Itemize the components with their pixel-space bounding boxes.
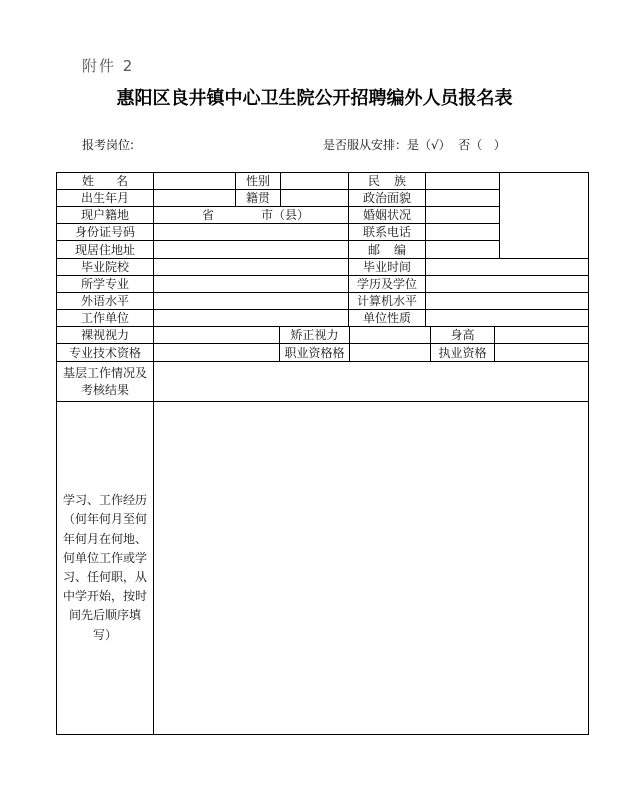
value-postcode[interactable] [426,241,500,259]
label-political-status: 政治面貌 [349,190,426,207]
label-address: 现居住地址 [57,241,154,259]
value-gender[interactable] [281,173,349,190]
hukou-province: 省 [202,208,215,222]
label-corrected-vision: 矫正视力 [280,327,350,344]
arrange-label: 是否服从安排：是（ [323,138,432,152]
label-foreign-lang: 外语水平 [57,293,154,310]
application-form [56,172,589,735]
value-corrected-vision[interactable] [350,327,431,344]
label-native-place: 籍贯 [236,190,281,207]
post-label: 报考岗位: [82,138,135,152]
value-height[interactable] [495,327,588,344]
label-postcode: 邮编 [349,241,426,259]
value-native-place[interactable] [281,190,349,207]
label-birth: 出生年月 [57,190,154,207]
label-ethnicity: 民族 [349,173,426,190]
label-history: 学习、工作经历（何年何月至何年何月在何地、何单位工作或学习、任何职，从中学开始，按时间先后顺序填写） [57,402,154,734]
arrange-mid: ） 否（ [438,138,483,152]
arrange-yes-mark[interactable]: √ [431,138,439,152]
label-degree: 学历及学位 [349,276,426,293]
value-id-number[interactable] [154,224,349,241]
label-id-number: 身份证号码 [57,224,154,241]
value-computer[interactable] [426,293,588,310]
attachment-label: 附件 2 [82,57,135,75]
value-phone[interactable] [426,224,500,241]
value-history[interactable] [154,402,588,734]
label-tech-qualification: 专业技术资格 [57,344,154,362]
label-height: 身高 [431,327,495,344]
label-phone: 联系电话 [349,224,426,241]
label-practice-qualification: 执业资格 [431,344,495,362]
arrange-end: ） [493,138,506,152]
value-address[interactable] [154,241,349,259]
label-grad-time: 毕业时间 [349,259,426,276]
value-grad-time[interactable] [426,259,588,276]
label-major: 所学专业 [57,276,154,293]
value-work-unit[interactable] [154,310,349,327]
form-title: 惠阳区良井镇中心卫生院公开招聘编外人员报名表 [116,88,513,109]
value-major[interactable] [154,276,349,293]
value-tech-qualification[interactable] [154,344,280,362]
value-hukou[interactable] [154,207,349,224]
label-gender: 性别 [236,173,281,190]
label-computer: 计算机水平 [349,293,426,310]
value-foreign-lang[interactable] [154,293,349,310]
value-birth[interactable] [154,190,236,207]
value-grassroots[interactable] [154,362,588,402]
value-school[interactable] [154,259,349,276]
value-degree[interactable] [426,276,588,293]
value-marital-status[interactable] [426,207,500,224]
value-unit-nature[interactable] [426,310,588,327]
label-name: 姓名 [57,173,154,190]
label-grassroots: 基层工作情况及 考核结果 [57,362,154,402]
label-work-unit: 工作单位 [57,310,154,327]
label-vocational-qualification: 职业资格格 [280,344,350,362]
photo-box[interactable] [500,173,588,259]
value-ethnicity[interactable] [426,173,500,190]
label-school: 毕业院校 [57,259,154,276]
label-naked-vision: 裸视视力 [57,327,154,344]
arrange-question [323,136,506,153]
value-political-status[interactable] [426,190,500,207]
label-marital-status: 婚姻状况 [349,207,426,224]
value-practice-qualification[interactable] [495,344,588,362]
value-vocational-qualification[interactable] [350,344,431,362]
hukou-city: 市（县） [261,208,310,222]
value-name[interactable] [154,173,236,190]
label-unit-nature: 单位性质 [349,310,426,327]
value-naked-vision[interactable] [154,327,280,344]
label-hukou: 现户籍地 [57,207,154,224]
